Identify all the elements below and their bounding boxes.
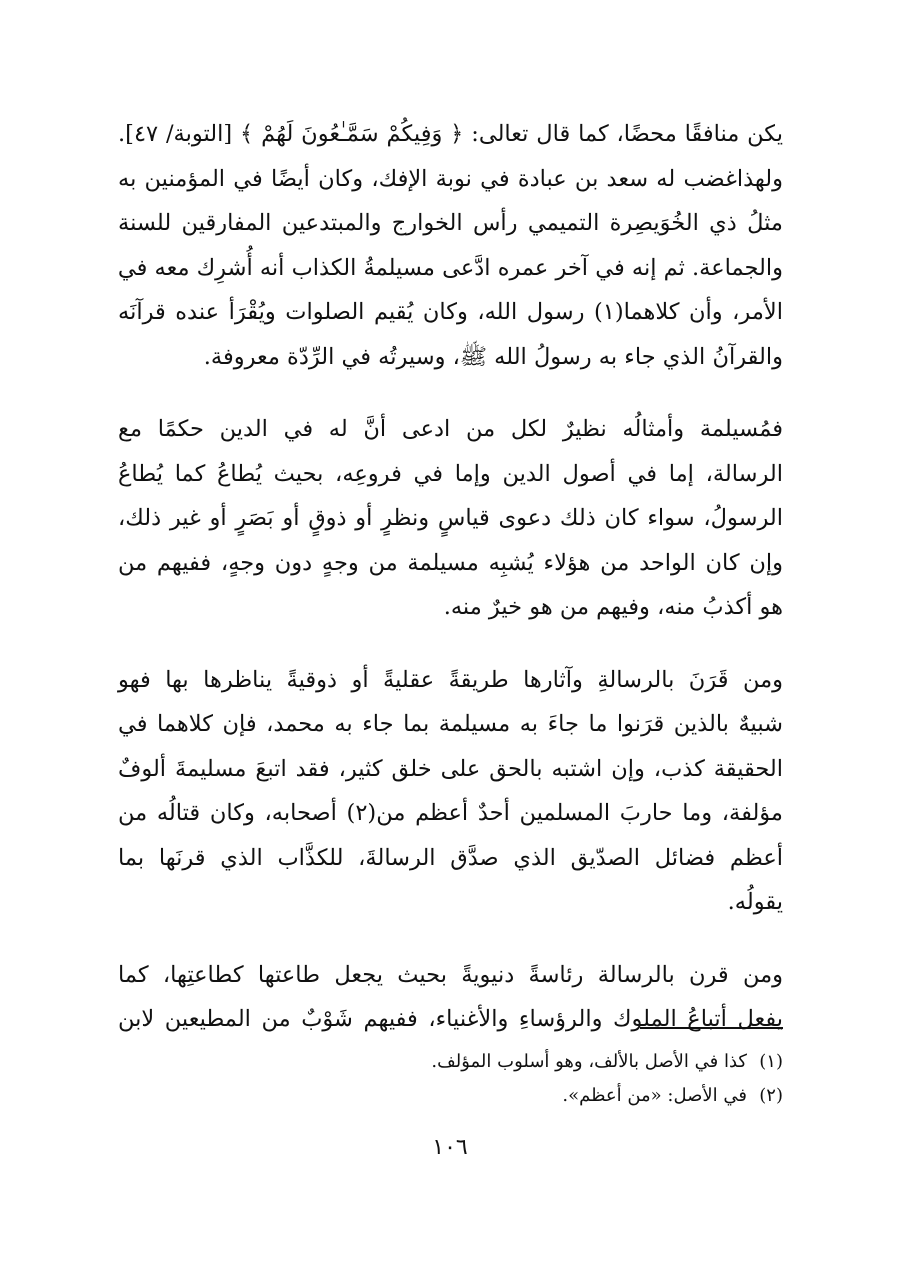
footnote-mark: (٢)	[759, 1085, 783, 1106]
text-line: ومن قَرَنَ بالرسالةِ وآثارها طريقةً عقليةً أو ذوقيةً يناظرها بها فهو	[118, 666, 783, 693]
footnote-mark: (١)	[759, 1051, 783, 1072]
text-line: أعظم فضائل الصدّيق الذي صدَّق الرسالةَ، للكذَّاب الذي قرنَها بما	[118, 844, 783, 871]
footnote	[118, 1045, 783, 1079]
paragraph	[118, 407, 783, 630]
footnote	[118, 1079, 783, 1113]
text-line: ولهذاغضب له سعد بن عبادة في نوبة الإفك، وكان أيضًا في المؤمنين به	[118, 165, 783, 192]
text-line: والقرآنُ الذي جاء به رسولُ الله ﷺ، وسيرتُه في الرِّدّة معروفة.	[203, 343, 783, 370]
footnote-separator	[640, 1027, 783, 1029]
page-number: ١٠٦	[432, 1135, 468, 1160]
text-line: يكن منافقًا محضًا، كما قال تعالى: ﴿ وَفِيكُمْ سَمَّـٰعُونَ لَهُمْ ﴾ [التوبة/ ٤٧].	[118, 121, 783, 147]
text-line: الحقيقة كذب، وإن اشتبه بالحق على خلق كثير، فقد اتبعَ مسليمةَ ألوفٌ	[118, 755, 783, 782]
text-line: الرسالة، إما في أصول الدين وإما في فروعِه، بحيث يُطاعُ كما يُطاعُ	[118, 460, 783, 487]
text-line: مؤلفة، وما حاربَ المسلمين أحدٌ أعظم من(٢) أصحابه، وكان قتالُه من	[118, 800, 783, 826]
text-line: الرسولُ، سواء كان ذلك دعوى قياسٍ ونظرٍ أو ذوقٍ أو بَصَرٍ أو غير ذلك،	[118, 505, 783, 531]
main-text	[118, 112, 783, 1042]
text-line: وإن كان الواحد من هؤلاء يُشبِه مسيلمة من وجهٍ دون وجهٍ، ففيهم من	[118, 549, 783, 576]
footnote-text: كذا في الأصل بالألف، وهو أسلوب المؤلف.	[431, 1051, 747, 1072]
footnotes	[118, 1045, 783, 1113]
text-line: فمُسيلمة وأمثالُه نظيرٌ لكل من ادعى أنَّ له في الدين حكمًا مع	[118, 416, 783, 442]
text-line: مثلُ ذي الخُوَيصِرة التميمي رأس الخوارج والمبتدعين المفارقين للسنة	[118, 210, 783, 236]
text-line: ومن قرن بالرسالة رئاسةً دنيويةً بحيث يجعل طاعتها كطاعتِها، كما	[118, 961, 783, 988]
footnote-text: في الأصل: «من أعظم».	[562, 1085, 747, 1106]
text-line: والجماعة. ثم إنه في آخر عمره ادَّعى مسيلمةُ الكذاب أنه أُشرِك معه في	[117, 254, 783, 281]
paragraph	[118, 658, 783, 925]
paragraph	[118, 112, 783, 379]
text-line: يفعل أتباعُ الملوك والرؤساءِ والأغنياء، ففيهم شَوْبٌ من المطيعين لابن	[118, 1006, 783, 1032]
text-line: الأمر، وأن كلاهما(١) رسول الله، وكان يُقيم الصلوات ويُقْرَأ عنده قرآنَه	[118, 299, 783, 325]
text-line: يقولُه.	[727, 889, 783, 915]
text-line: هو أكذبُ منه، وفيهم من هو خيرٌ منه.	[443, 594, 783, 620]
text-line: شبيهٌ بالذين قرَنوا ما جاءَ به مسيلمة بما جاء به محمد، فإن كلاهما في	[118, 711, 783, 737]
